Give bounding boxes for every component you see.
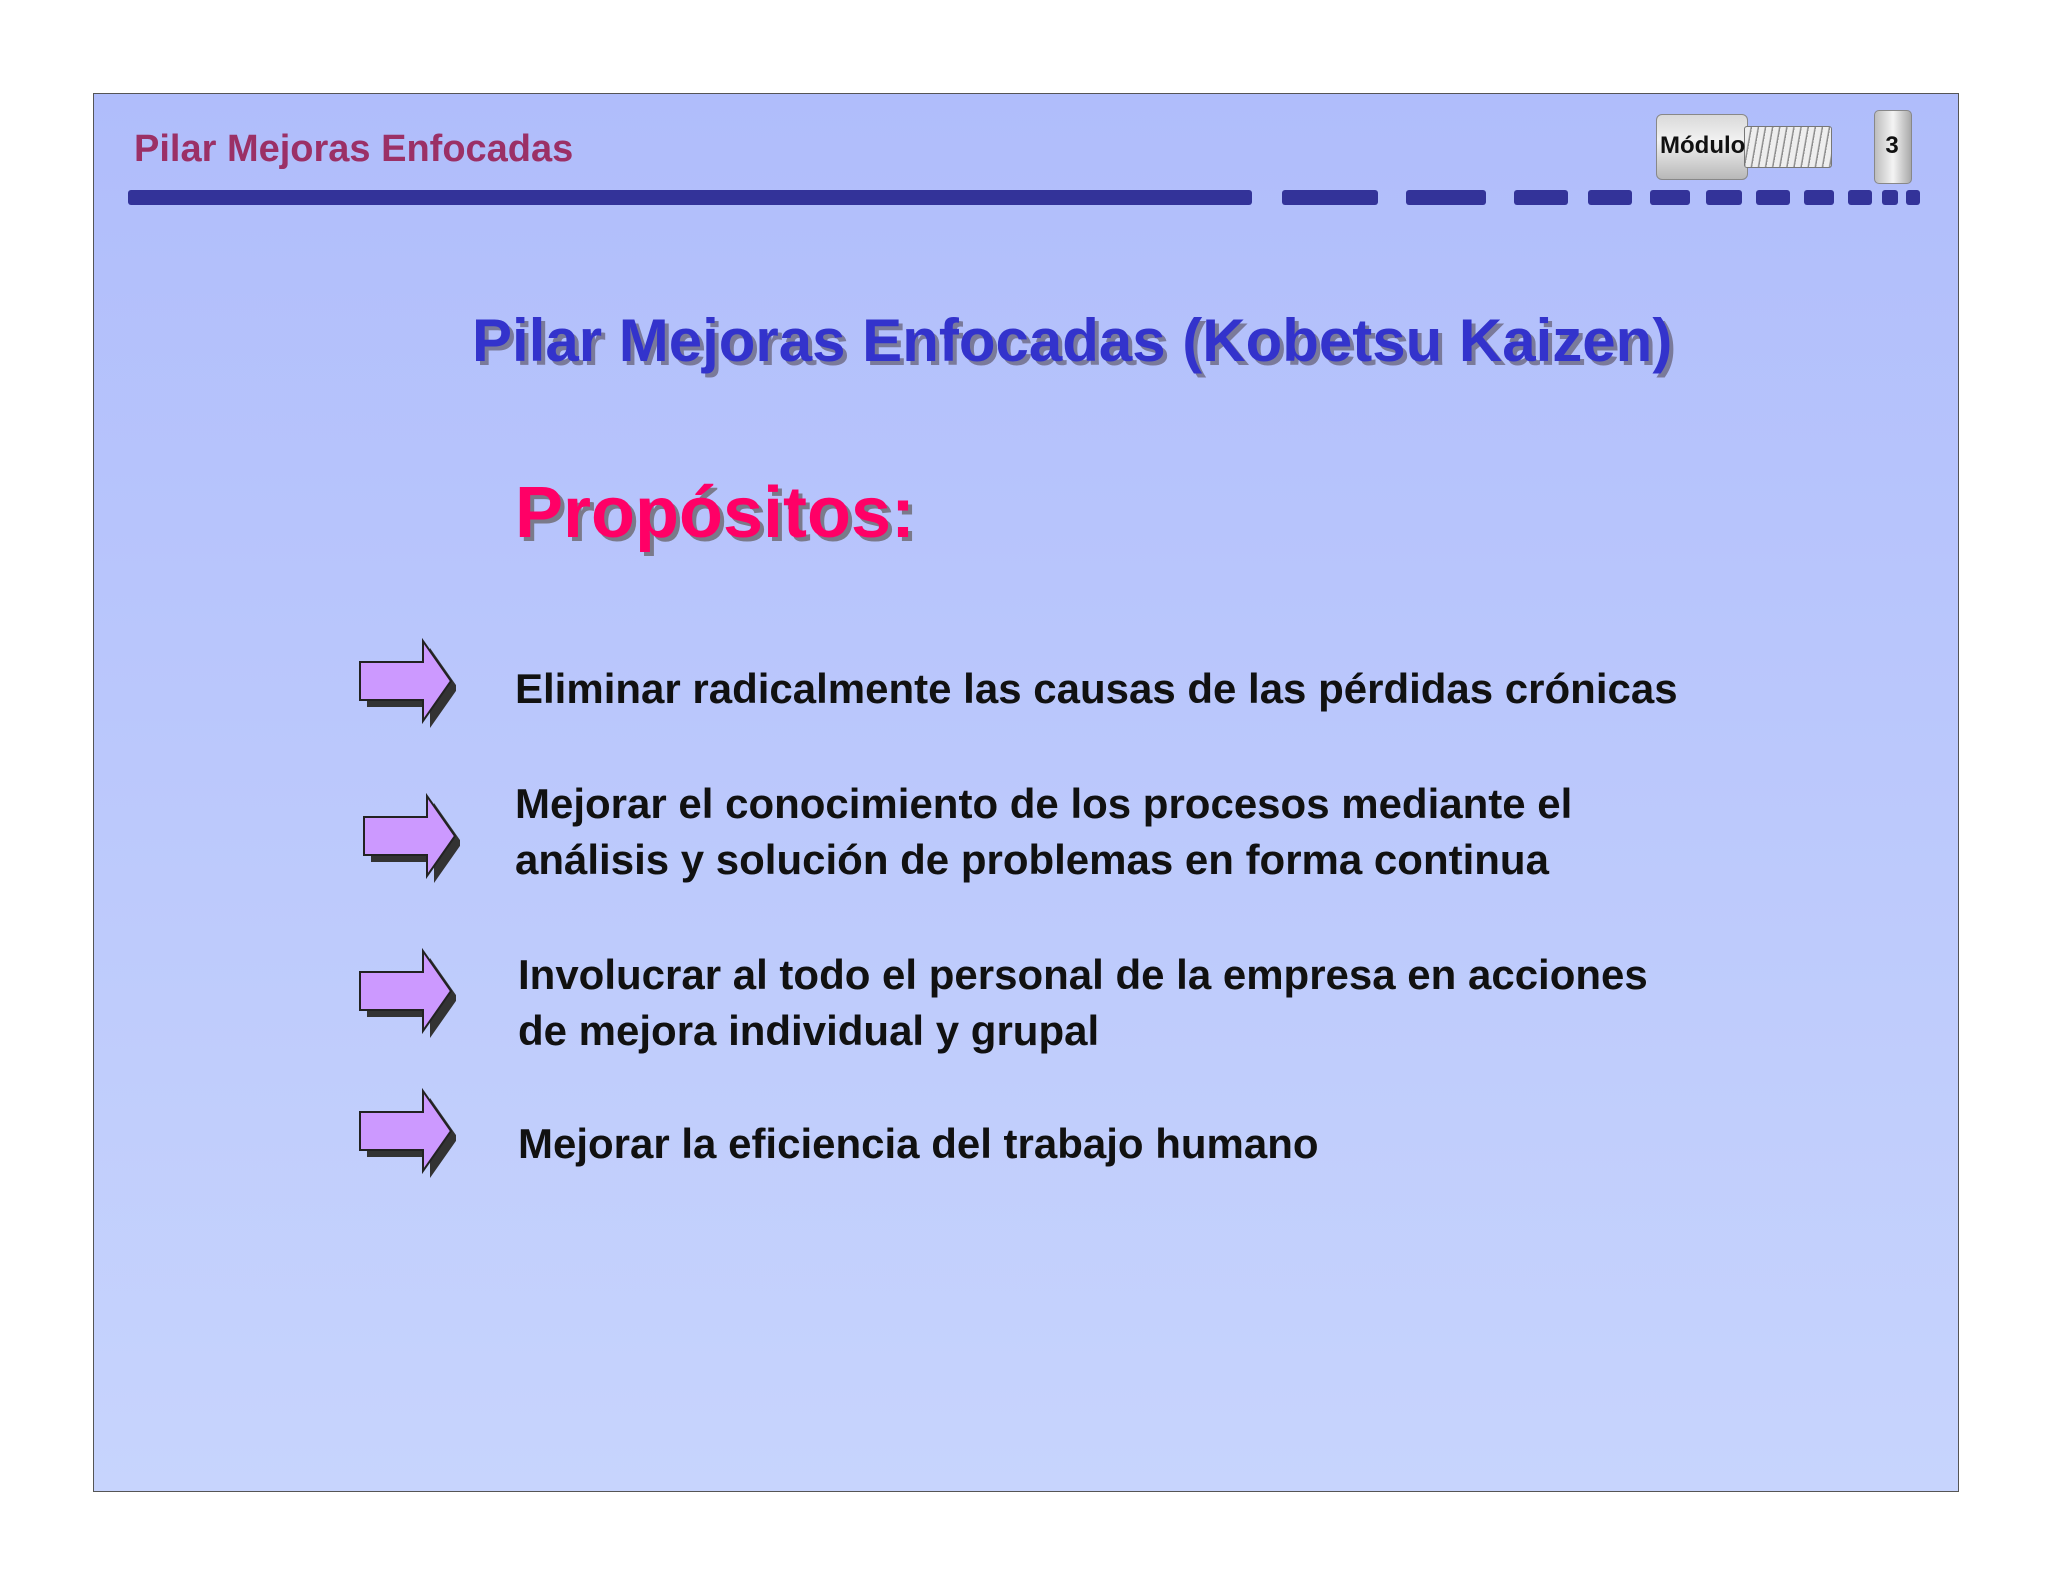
- module-number: 3: [1885, 132, 1899, 159]
- list-item-line: Mejorar el conocimiento de los procesos mediante el: [515, 780, 1573, 827]
- slide: [93, 93, 1959, 1492]
- rule-dash: [1756, 190, 1790, 205]
- section-heading: Propósitos:: [515, 473, 916, 553]
- header-title: Pilar Mejoras Enfocadas: [134, 128, 574, 170]
- right-arrow-icon: [356, 634, 456, 734]
- rule-dash: [1906, 190, 1920, 205]
- right-arrow-icon: [360, 789, 460, 889]
- list-item-line: Involucrar al todo el personal de la empresa en acciones: [518, 951, 1648, 998]
- module-badge: [1646, 106, 1918, 186]
- list-item-line: de mejora individual y grupal: [518, 1007, 1100, 1054]
- list-item-line: análisis y solución de problemas en forma continua: [515, 836, 1549, 883]
- rule-dash: [1588, 190, 1632, 205]
- list-item-line: Mejorar la eficiencia del trabajo humano: [518, 1120, 1319, 1167]
- rule-dash: [1706, 190, 1742, 205]
- rule-dash: [1882, 190, 1898, 205]
- rule-dash: [1848, 190, 1872, 205]
- rule-dash: [1650, 190, 1690, 205]
- bolt-thread-icon: [1744, 126, 1832, 168]
- right-arrow-icon: [356, 944, 456, 1044]
- module-label: Módulo: [1660, 132, 1746, 159]
- rule-dash: [1514, 190, 1568, 205]
- header-rule: [128, 190, 1252, 205]
- rule-dash: [1804, 190, 1834, 205]
- rule-dash: [1282, 190, 1378, 205]
- list-item-line: Eliminar radicalmente las causas de las pérdidas crónicas: [515, 665, 1678, 712]
- rule-dash: [1406, 190, 1486, 205]
- page-title: Pilar Mejoras Enfocadas (Kobetsu Kaizen): [472, 307, 1673, 374]
- right-arrow-icon: [356, 1084, 456, 1184]
